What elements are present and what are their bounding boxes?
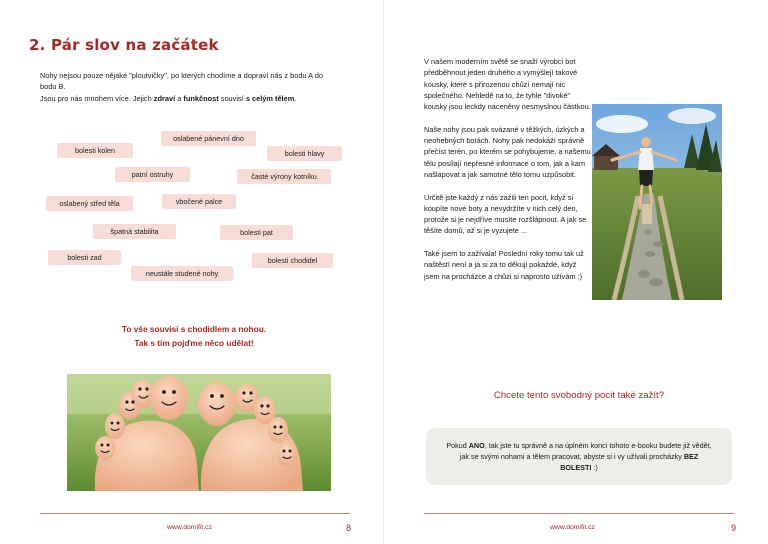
footer-divider <box>40 513 350 514</box>
intro-bold-function: funkčnost <box>183 93 219 103</box>
answer-text-part: , tak jste tu správně a na úplném konci tohoto e-booku budete již vědět, jak se svými nohami a tělem pracovat, abyste si i vy užívali procházky <box>459 441 712 462</box>
footer-url[interactable]: www.domifit.cz <box>167 524 212 531</box>
paragraph-4: Také jsem to zažívala! Poslední roky tomu tak už naštěstí není a já si za to děkuji pokaždé, když jsem na procházce a chůzi si naprosto užívám :) <box>424 249 584 281</box>
footer-divider <box>424 513 734 514</box>
page-title: 2. Pár slov na začátek <box>29 36 219 54</box>
tag-knee-pain: bolesti kolen <box>57 143 133 158</box>
answer-bold-yes: ANO <box>468 441 485 450</box>
tag-heel-spurs: patní ostruhy <box>115 167 190 182</box>
paragraph-1: V našem moderním světě se snaží výrobci bot předběhnout jeden druhého a vymýšlejí takové kousky, které s přirozenou chůzí nemají nic společného. Nehledě na to, že tyhle "divoké" kousky jsou leckdy naceněny nesmyslnou částkou. <box>424 57 591 112</box>
tag-back-pain: bolesti zad <box>48 250 121 265</box>
right-page <box>384 0 768 544</box>
balance-beam-photo <box>592 104 722 300</box>
intro-line-1: Nohy nejsou pouze nějaké "ploutvičky", po kterých chodíme a dopraví nás z bodu A do bodu B. <box>40 71 323 92</box>
intro-text-part: souvisí <box>218 93 246 103</box>
call-to-action <box>84 322 304 350</box>
hiker-illustration <box>592 104 722 300</box>
toes-illustration <box>67 374 331 491</box>
intro-bold-body: s celým tělem <box>245 93 295 103</box>
tag-headache: bolesti hlavy <box>267 146 342 161</box>
answer-bold-no-pain: BEZ BOLESTI <box>560 452 699 473</box>
tag-heel-pain: bolesti pat <box>220 225 293 240</box>
intro-text-part: . <box>294 93 297 103</box>
tag-foot-pain: bolesti chodidel <box>252 253 333 268</box>
tag-bunions: vbočené palce <box>162 194 236 209</box>
tag-cold-feet: neustále studené nohy <box>131 266 233 281</box>
intro-bold-health: zdraví <box>153 93 176 103</box>
smiling-toes-photo <box>67 374 331 491</box>
paragraph-3: Určitě jste každý z nás zažili ten pocit, když si koupíte nové boty a nevydržíte v nich celý den, protože si je nejdříve musíte rozšlápnout. A jak se těšíte domů, až si je vyzujete ... <box>424 192 587 236</box>
question-heading: Chcete tento svobodný pocit také zažít? <box>493 390 665 401</box>
tag-pelvic-floor: oslabené pánevní dno <box>161 131 256 146</box>
body-text <box>424 56 592 293</box>
cta-line-1: To vše souvisí s chodidlem a nohou. <box>121 324 267 334</box>
page-number: 9 <box>731 523 737 533</box>
answer-text-part: :) <box>591 463 598 473</box>
answer-box <box>426 428 732 485</box>
page-number: 8 <box>346 523 352 533</box>
answer-text-part: Pokud <box>446 441 469 450</box>
intro-text <box>40 70 340 104</box>
tag-weak-core: oslabený střed těla <box>46 196 133 211</box>
intro-text-part: Jsou pro nás mnohem více. Jejich <box>40 93 154 103</box>
paragraph-2: Naše nohy jsou pak svázané v těžkých, úzkých a neohebných botách. Nohy pak nedokáží správně přečíst terén, po kterém se pohybujeme, a našemu tělu posílají nepřesné informace o tom, jak a kam našlapovat a jak samotné tělo tomu uzpůsobit. <box>424 124 591 179</box>
footer-url[interactable]: www.domifit.cz <box>550 524 595 531</box>
cta-line-2: Tak s tím pojďme něco udělat! <box>134 338 254 348</box>
tag-ankle-sprains: časté výrony kotníku <box>237 169 331 184</box>
intro-text-part: a <box>175 93 184 103</box>
tag-poor-stability: špatná stabilita <box>93 224 176 239</box>
intro-line-2 <box>40 93 340 104</box>
